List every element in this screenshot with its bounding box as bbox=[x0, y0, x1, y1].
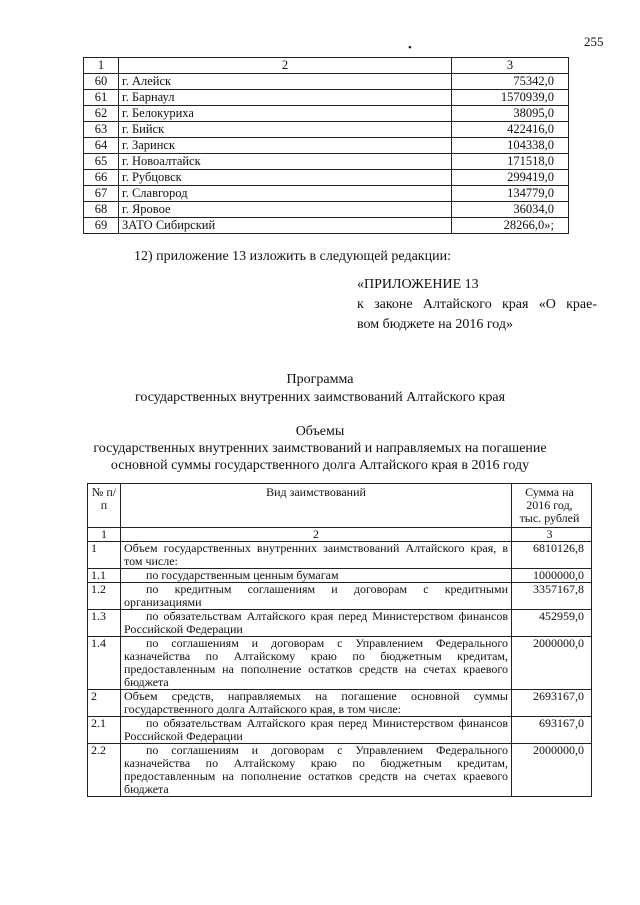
table-row bbox=[88, 744, 592, 797]
table-row bbox=[88, 542, 592, 569]
city-name: г. Бийск bbox=[119, 122, 452, 138]
table-row bbox=[84, 170, 569, 186]
column-number: 3 bbox=[512, 528, 592, 542]
appendix-heading: «ПРИЛОЖЕНИЕ 13 bbox=[357, 277, 479, 292]
amount: 452959,0 bbox=[512, 610, 592, 637]
amount: 2000000,0 bbox=[512, 637, 592, 690]
amount: 1570939,0 bbox=[452, 90, 569, 106]
table-row bbox=[84, 186, 569, 202]
row-number: 62 bbox=[84, 106, 119, 122]
borrowing-kind: по государственным ценным бумагам bbox=[121, 569, 512, 583]
amendment-item-12: 12) приложение 13 изложить в следующей редакции: bbox=[134, 249, 451, 264]
city-name: г. Яровое bbox=[119, 202, 452, 218]
amount: 1000000,0 bbox=[512, 569, 592, 583]
table-row bbox=[88, 610, 592, 637]
borrowing-kind: по кредитным соглашениям и договорам с кредитными организациями bbox=[121, 583, 512, 610]
row-number: 1.1 bbox=[88, 569, 121, 583]
table-row bbox=[84, 138, 569, 154]
amount: 422416,0 bbox=[452, 122, 569, 138]
row-number: 2 bbox=[88, 690, 121, 717]
amount: 299419,0 bbox=[452, 170, 569, 186]
row-number: 60 bbox=[84, 74, 119, 90]
appendix-subtitle-line2: вом бюджете на 2016 год» bbox=[357, 317, 513, 332]
table-header-row bbox=[84, 58, 569, 74]
amount: 104338,0 bbox=[452, 138, 569, 154]
city-name: г. Славгород bbox=[119, 186, 452, 202]
column-header: 2 bbox=[119, 58, 452, 74]
table-row bbox=[84, 154, 569, 170]
amount: 2693167,0 bbox=[512, 690, 592, 717]
amount: 2000000,0 bbox=[512, 744, 592, 797]
column-header: 3 bbox=[452, 58, 569, 74]
header-sum: Сумма на 2016 год, тыс. рублей bbox=[512, 484, 592, 528]
borrowing-kind: по обязательствам Алтайского края перед Министерством финансов Российской Федерации bbox=[121, 717, 512, 744]
table-row bbox=[84, 106, 569, 122]
table-row bbox=[84, 90, 569, 106]
amount: 6810126,8 bbox=[512, 542, 592, 569]
city-name: г. Новоалтайск bbox=[119, 154, 452, 170]
row-number: 68 bbox=[84, 202, 119, 218]
table-row bbox=[88, 583, 592, 610]
volumes-subtitle-line1: государственных внутренних заимствований и направляемых на погашение bbox=[93, 441, 547, 456]
column-number-row bbox=[88, 528, 592, 542]
column-header: 1 bbox=[84, 58, 119, 74]
row-number: 1.3 bbox=[88, 610, 121, 637]
table-row bbox=[88, 637, 592, 690]
program-subtitle: государственных внутренних заимствований Алтайского края bbox=[134, 390, 506, 405]
program-title: Программа bbox=[286, 372, 354, 387]
amount: 36034,0 bbox=[452, 202, 569, 218]
table-header-row bbox=[88, 484, 592, 528]
row-number: 67 bbox=[84, 186, 119, 202]
row-number: 64 bbox=[84, 138, 119, 154]
borrowings-table bbox=[87, 483, 592, 797]
city-name: г. Рубцовск bbox=[119, 170, 452, 186]
table-row bbox=[88, 569, 592, 583]
column-number: 1 bbox=[88, 528, 121, 542]
table-row bbox=[84, 122, 569, 138]
row-number: 65 bbox=[84, 154, 119, 170]
borrowing-kind: Объем государственных внутренних заимствований Алтайского края, в том числе: bbox=[121, 542, 512, 569]
table-row bbox=[84, 74, 569, 90]
borrowing-kind: по соглашениям и договорам с Управлением Федерального казначейства по Алтайскому краю по бюджетным кредитам, предоставленным на пополнение остатков средств на счетах краевого бюджета bbox=[121, 744, 512, 797]
city-name: г. Белокуриха bbox=[119, 106, 452, 122]
table-row bbox=[84, 202, 569, 218]
amount: 38095,0 bbox=[452, 106, 569, 122]
row-number: 66 bbox=[84, 170, 119, 186]
page-number: 255 bbox=[584, 34, 604, 49]
row-number: 69 bbox=[84, 218, 119, 234]
table-row bbox=[88, 717, 592, 744]
row-number: 63 bbox=[84, 122, 119, 138]
volumes-subtitle-line2: основной суммы государственного долга Алтайского края в 2016 году bbox=[110, 458, 530, 473]
appendix-subtitle-line1: к законе Алтайского края «О крае- bbox=[357, 297, 597, 312]
margin-mark: • bbox=[408, 42, 412, 54]
table-row bbox=[88, 690, 592, 717]
row-number: 61 bbox=[84, 90, 119, 106]
city-name: г. Заринск bbox=[119, 138, 452, 154]
column-number: 2 bbox=[121, 528, 512, 542]
city-name: ЗАТО Сибирский bbox=[119, 218, 452, 234]
row-number: 1 bbox=[88, 542, 121, 569]
cities-table bbox=[83, 57, 569, 234]
header-kind: Вид заимствований bbox=[121, 484, 512, 528]
table-row bbox=[84, 218, 569, 234]
city-name: г. Алейск bbox=[119, 74, 452, 90]
row-number: 1.4 bbox=[88, 637, 121, 690]
volumes-title: Объемы bbox=[295, 424, 345, 439]
amount: 75342,0 bbox=[452, 74, 569, 90]
row-number: 2.2 bbox=[88, 744, 121, 797]
borrowing-kind: по соглашениям и договорам с Управлением Федерального казначейства по Алтайскому краю по бюджетным кредитам, предоставленным на пополнение остатков средств на счетах краевого бюджета bbox=[121, 637, 512, 690]
city-name: г. Барнаул bbox=[119, 90, 452, 106]
borrowing-kind: по обязательствам Алтайского края перед Министерством финансов Российской Федерации bbox=[121, 610, 512, 637]
header-number: № п/п bbox=[88, 484, 121, 528]
amount: 3357167,8 bbox=[512, 583, 592, 610]
amount: 693167,0 bbox=[512, 717, 592, 744]
amount: 171518,0 bbox=[452, 154, 569, 170]
row-number: 1.2 bbox=[88, 583, 121, 610]
amount: 134779,0 bbox=[452, 186, 569, 202]
amount: 28266,0»; bbox=[452, 218, 569, 234]
borrowing-kind: Объем средств, направляемых на погашение основной суммы государственного долга Алтайского края, в том числе: bbox=[121, 690, 512, 717]
row-number: 2.1 bbox=[88, 717, 121, 744]
